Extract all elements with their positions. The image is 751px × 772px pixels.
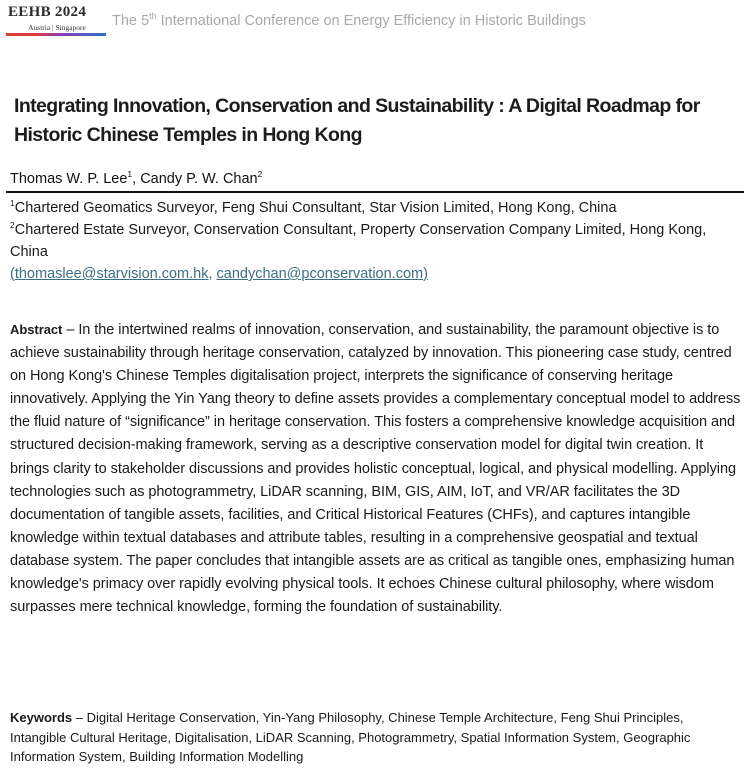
author-separator: , — [132, 171, 141, 187]
keywords-label: Keywords — [10, 710, 73, 725]
conference-logo — [6, 4, 108, 38]
affiliation-line — [10, 197, 742, 219]
email-link-close[interactable]: ) — [423, 266, 428, 282]
header-divider — [6, 191, 744, 193]
email-link-open[interactable]: ( — [10, 266, 15, 282]
keywords-dash: – — [72, 710, 87, 725]
logo-color-bar — [6, 33, 106, 36]
author-affiliation-mark: 2 — [257, 169, 263, 180]
abstract-text: In the intertwined realms of innovation, conservation, and sustainability, the paramount objective is to achieve sustainability through heritage conservation, catalyzed by innovation. This pioneering case study, centred on Hong Kong's Chinese Temples digitalisation project, interprets the significance of conserving heritage innovatively. Applying the Yin Yang theory to define assets provides a complementary conceptual model to address the fluid nature of “significance” in heritage conservation. This fosters a comprehensive knowledge acquisition and structured decision-making framework, serving as a descriptive conservation model for digital twin creation. It brings clarity to stakeholder discussions and provides holistic conceptual, logical, and physical modelling. Applying technologies such as photogrammetry, LiDAR scanning, BIM, GIS, AIM, IoT, and VR/AR facilitates the 3D documentation of tangible assets, facilities, and Critical Historical Features (CHFs), and captures intangible knowledge within textual databases and attribute tables, resulting in a comprehensive geospatial and textual database system. The paper concludes that intangible assets are as critical as tangible ones, emphasizing human knowledge's primacy over rapidly evolving physical tools. It echoes Chinese cultural philosophy, where wisdom surpasses mere technical knowledge, forming the foundation of sustainability. — [10, 322, 741, 616]
author-affiliation-mark: 1 — [127, 169, 133, 180]
conference-name-post: International Conference on Energy Efficiency in Historic Buildings — [156, 13, 586, 29]
contact-emails — [10, 263, 742, 285]
author-list — [10, 171, 262, 187]
affiliation-text: Chartered Estate Surveyor, Conservation Consultant, Property Conservation Company Limited, Hong Kong, China — [10, 222, 707, 260]
affiliations — [10, 197, 742, 285]
email-link[interactable]: candychan@pconservation.com — [216, 266, 424, 282]
abstract — [10, 318, 744, 619]
paper-title: Integrating Innovation, Conservation and Sustainability : A Digital Roadmap for Historic Chinese Temples in Hong Kong — [14, 95, 700, 146]
abstract-dash: – — [62, 322, 79, 338]
abstract-label: Abstract — [10, 322, 63, 337]
conference-name-pre: The 5 — [112, 13, 150, 29]
affiliation-mark: 2 — [10, 220, 15, 231]
logo-subtitle: Austria | Singapore — [28, 23, 86, 32]
logo-title: EEHB 2024 — [8, 4, 87, 20]
email-link[interactable]: thomaslee@starvision.com.hk, — [14, 266, 213, 282]
affiliation-mark: 1 — [10, 198, 15, 209]
affiliation-line — [10, 219, 742, 263]
keywords-text: Digital Heritage Conservation, Yin-Yang Philosophy, Chinese Temple Architecture, Feng Shui Principles, Intangible Cultural Heritage, Digitalisation, LiDAR Scanning, Photogrammetry, Spatial Information System, Geographic Information System, Building Information Modelling — [10, 710, 691, 765]
conference-name — [112, 13, 586, 29]
affiliation-text: Chartered Geomatics Surveyor, Feng Shui Consultant, Star Vision Limited, Hong Kong, China — [14, 200, 617, 216]
page-header — [6, 4, 746, 38]
keywords — [10, 708, 740, 767]
author-name: Thomas W. P. Lee — [10, 171, 128, 187]
conference-ordinal: th — [149, 11, 157, 22]
author-name: Candy P. W. Chan — [140, 171, 258, 187]
